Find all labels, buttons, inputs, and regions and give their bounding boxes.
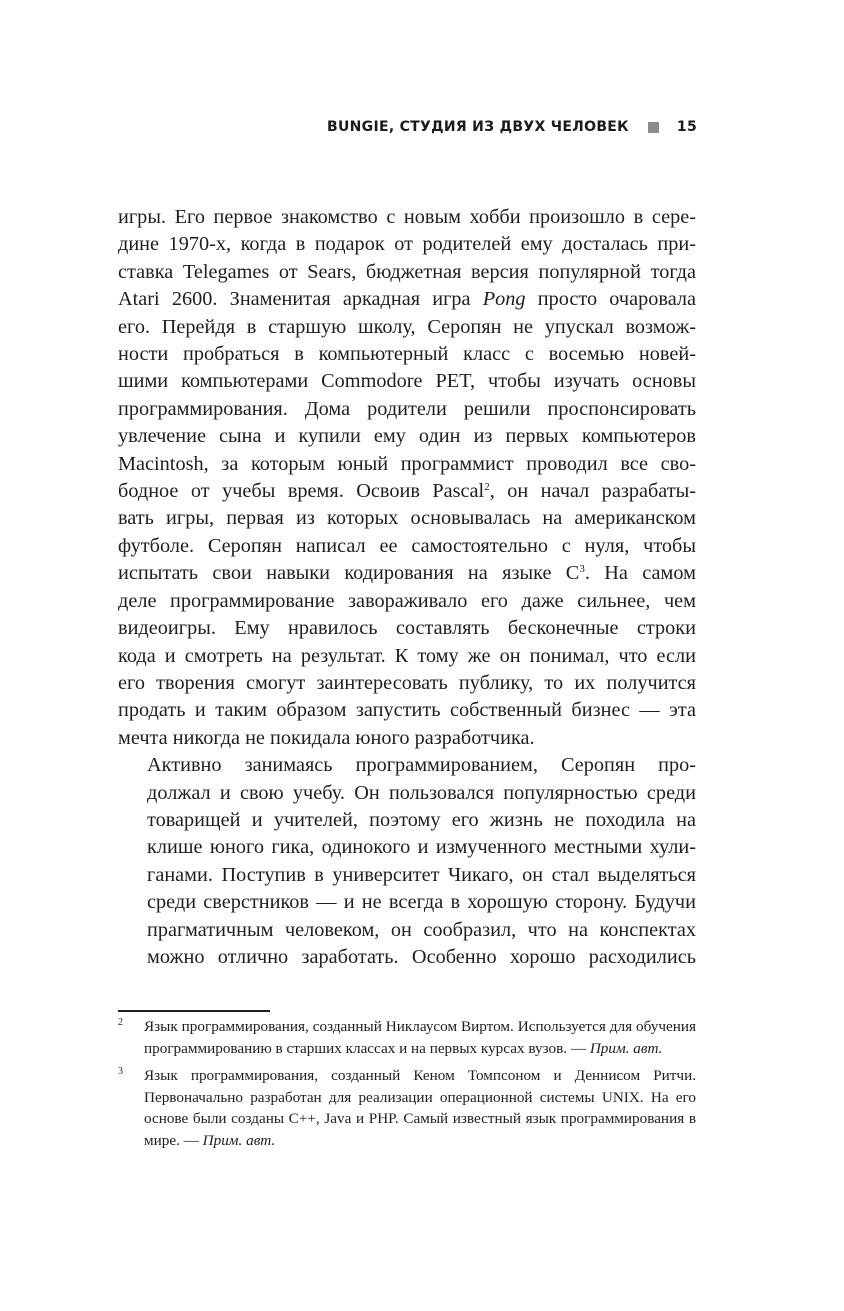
footnote-author-note: Прим. авт. (202, 1131, 276, 1149)
footnote-text: Язык программирования, созданный Никлаусом Виртом. Используется для обучения программированию в старших классах и на первых курсах вузов. — (144, 1018, 696, 1057)
text-line: увлечение сына и купили ему один из первых компьютеров (118, 425, 696, 448)
body-text (118, 204, 696, 971)
paragraph-2 (118, 752, 696, 971)
text-line: клише юного гика, одинокого и измученного местными хули- (147, 836, 696, 859)
text-line: игры. Его первое знакомство с новым хобби произошло в сере- (118, 206, 696, 228)
text-line: дине 1970-х, когда в подарок от родителей ему досталась при- (118, 233, 696, 256)
text-line: его творения смогут заинтересовать публику, то их получится (118, 671, 696, 694)
text-line: можно отлично заработать. Особенно хорошо расходились (147, 945, 696, 968)
footnote-mark: 2 (118, 1017, 123, 1028)
footnote-mark: 3 (118, 1066, 123, 1077)
chapter-title: BUNGIE, СТУДИЯ ИЗ ДВУХ ЧЕЛОВЕК (327, 119, 629, 135)
text-line: должал и свою учебу. Он пользовался популярностью среди (147, 781, 696, 804)
text-line: Atari 2600. Знаменитая аркадная игра Pong просто очаровала (118, 288, 696, 311)
text-line: мечта никогда не покидала юного разработчика. (118, 726, 535, 749)
footnote-divider (118, 1010, 270, 1012)
text-line: ганами. Поступив в университет Чикаго, он стал выделяться (147, 863, 696, 886)
text-line: программирования. Дома родители решили проспонсировать (118, 397, 696, 420)
footnote-3 (118, 1065, 696, 1151)
text-line: Активно занимаясь программированием, Серопян про- (147, 754, 696, 777)
text-line: деле программирование завораживало его даже сильнее, чем (118, 589, 696, 612)
text-line: вать игры, первая из которых основывалась на американском (118, 507, 696, 530)
text-line: товарищей и учителей, поэтому его жизнь не походила на (147, 808, 696, 831)
text-line: среди сверстников — и не всегда в хорошую сторону. Будучи (147, 891, 696, 914)
footnote-ref-3[interactable]: 3 (579, 563, 585, 576)
footnote-ref-2[interactable]: 2 (484, 481, 490, 494)
paragraph-1 (118, 204, 696, 752)
text-line: его. Перейдя в старшую школу, Серопян не упускал возмож- (118, 315, 696, 338)
italic-game-title: Pong (482, 288, 526, 311)
footnotes (118, 1016, 696, 1157)
text-line: видеоигры. Ему нравилось составлять бесконечные строки (118, 617, 696, 640)
text-line: испытать свои навыки кодирования на языке $C^3$. На самом (118, 562, 696, 585)
text-line: футболе. Серопян написал ее самостоятельно с нуля, чтобы (118, 534, 696, 557)
footnote-2 (118, 1016, 696, 1059)
text-line: шими компьютерами Commodore PET, чтобы изучать основы (118, 370, 696, 393)
text-line: бодное от учебы время. Освоив Pascal$^2$, он начал разрабаты- (118, 480, 697, 503)
text-line: продать и таким образом запустить собственный бизнес — эта (118, 699, 696, 722)
footnote-text: Язык программирования, созданный Кеном Томпсоном и Деннисом Ритчи. Первоначально разработан для реализации операционной системы UNIX. На его основе были созданы С++, Java и PHP. Самый известный язык программирования в мире. — (144, 1067, 696, 1149)
text-line: кода и смотреть на результат. К тому же он понимал, что если (118, 644, 696, 667)
page-number: 15 (676, 119, 697, 135)
text-line: прагматичным человеком, он сообразил, что на конспектах (147, 918, 696, 941)
running-header (327, 119, 697, 135)
square-separator-icon (648, 122, 659, 133)
text-line: ставка Telegames от Sears, бюджетная версия популярной тогда (118, 260, 696, 283)
footnote-author-note: Прим. авт. (589, 1039, 663, 1057)
text-line: Macintosh, за которым юный программист проводил все сво- (118, 452, 696, 475)
text-line: ности пробраться в компьютерный класс с восемью новей- (118, 343, 696, 366)
